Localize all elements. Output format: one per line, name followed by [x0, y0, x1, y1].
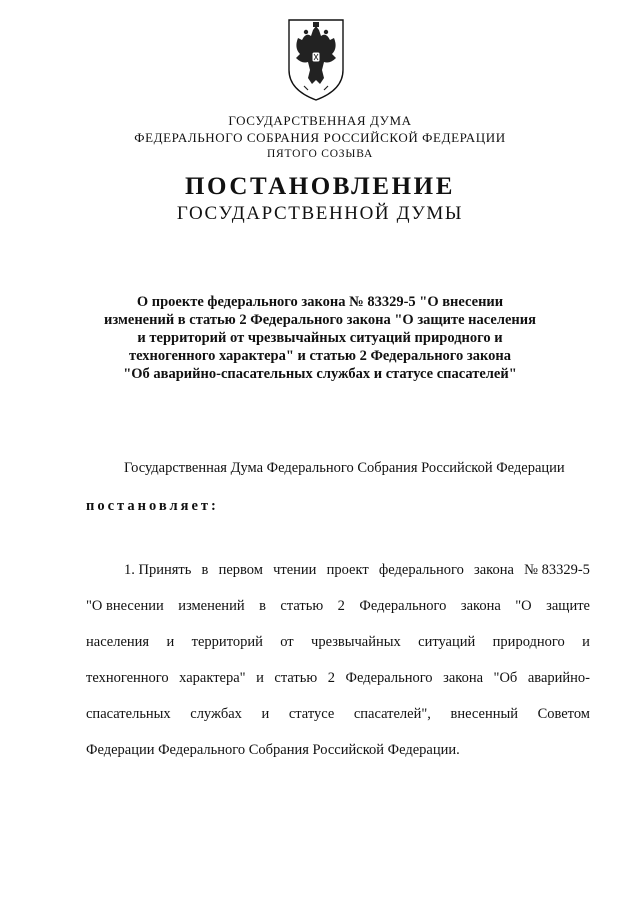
item-1-word: характера"	[179, 670, 246, 686]
item-1-word: чтении	[273, 562, 317, 578]
convocation-line: ПЯТОГО СОЗЫВА	[266, 148, 374, 160]
item-1-line	[86, 670, 590, 687]
item-1-word: техногенного	[86, 670, 169, 686]
item-1-word: спасательных	[86, 706, 171, 722]
item-1-word: "О	[515, 598, 532, 614]
document-subject	[0, 293, 640, 383]
item-1-word: природного	[492, 634, 565, 650]
item-1-word: Федерального	[359, 598, 447, 614]
item-1-word: изменений	[178, 598, 245, 614]
subject-line: О проекте федерального закона № 83329-5 "О внесении	[136, 294, 504, 310]
item-1-word: статью	[274, 670, 318, 686]
item-1-word: закона	[460, 598, 501, 614]
intro-paragraph: Государственная Дума Федерального Собрания Российской Федерации	[124, 460, 565, 476]
decree-word: постановляет:	[86, 498, 219, 514]
institution-line-2: ФЕДЕРАЛЬНОГО СОБРАНИЯ РОССИЙСКОЙ ФЕДЕРАЦИИ	[134, 130, 506, 145]
item-1-line	[86, 598, 590, 615]
item-1-word: Федерального	[345, 670, 433, 686]
item-1-word: статусе	[288, 706, 335, 722]
item-1-word: в	[201, 562, 209, 578]
item-1-word: в	[259, 598, 266, 614]
subject-line: "Об аварийно-спасательных службах и статусе спасателей"	[123, 366, 517, 382]
item-1-word: № 83329-5	[524, 562, 590, 578]
item-1-word: и	[256, 670, 264, 686]
item-1-word: проект	[326, 562, 369, 578]
coat-of-arms-icon	[286, 18, 346, 102]
item-1-word: "О внесении	[86, 598, 164, 614]
item-1-word: первом	[218, 562, 263, 578]
item-1-line	[86, 706, 590, 723]
item-1-word: федерального	[378, 562, 464, 578]
item-1-word: и	[166, 634, 175, 650]
item-1-word: статью	[280, 598, 324, 614]
item-1-word: 2	[337, 598, 345, 614]
subject-line: изменений в статью 2 Федерального закона "О защите населения	[104, 312, 536, 328]
item-1-word: чрезвычайных	[311, 634, 401, 650]
institution-line-1: ГОСУДАРСТВЕННАЯ ДУМА	[228, 113, 412, 128]
subject-line: и территорий от чрезвычайных ситуаций природного и	[137, 330, 503, 346]
document-type-subtitle: ГОСУДАРСТВЕННОЙ ДУМЫ	[176, 203, 464, 224]
item-1-word: и	[582, 634, 590, 650]
item-1-word: службах	[190, 706, 242, 722]
item-1-word: Советом	[537, 706, 590, 722]
item-1-word: "Об	[493, 670, 518, 686]
item-1-word: от	[280, 634, 294, 650]
item-1-word: закона	[474, 562, 514, 578]
item-1-line	[124, 562, 590, 579]
document-type-title: ПОСТАНОВЛЕНИЕ	[184, 173, 456, 200]
item-1-line	[86, 742, 590, 759]
item-1-word: и	[261, 706, 270, 722]
subject-line: техногенного характера" и статью 2 Федерального закона	[128, 348, 511, 364]
item-1-word: Федерации Федерального Собрания Российской Федерации.	[86, 742, 460, 758]
item-1-word: аварийно-	[527, 670, 590, 686]
item-1-line	[86, 634, 590, 651]
item-1-word: закона	[443, 670, 484, 686]
item-1-word: населения	[86, 634, 150, 650]
item-1-word: защите	[546, 598, 590, 614]
item-1-word: ситуаций	[418, 634, 476, 650]
item-1-word: 1. Принять	[124, 562, 192, 578]
item-1-word: спасателей",	[353, 706, 431, 722]
item-1-word: территорий	[191, 634, 263, 650]
item-1-word: 2	[327, 670, 335, 686]
item-1-word: внесенный	[450, 706, 518, 722]
